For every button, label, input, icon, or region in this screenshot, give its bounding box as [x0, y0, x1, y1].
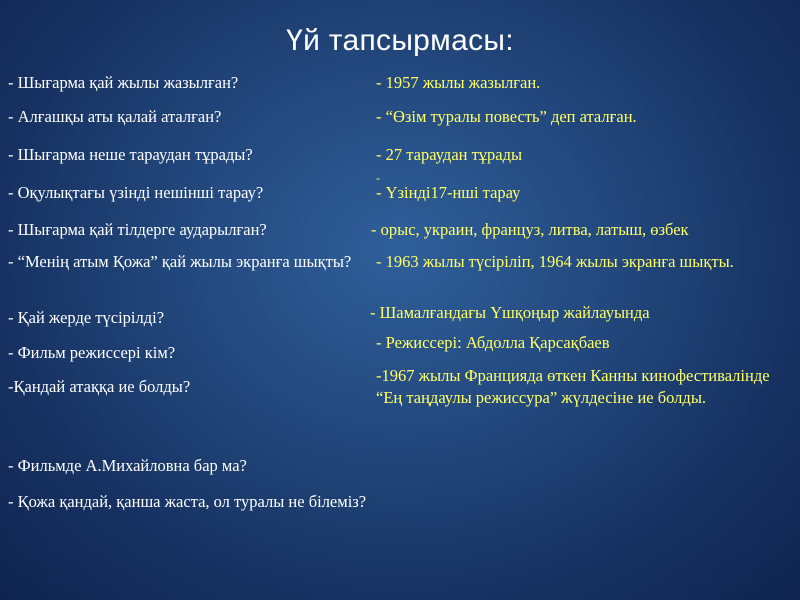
answer-filming-location: - Шамалғандағы Үшқоңыр жайлауында [370, 303, 650, 322]
question-original-title: - Алғашқы аты қалай аталған? [8, 107, 222, 126]
answer-excerpt-chapter: - Үзінді17-нші тарау [376, 183, 521, 202]
answer-award: -1967 жылы Францияда өткен Канны кинофестивалінде “Ең таңдаулы режиссура” жүлдесіне ие болды. [376, 366, 770, 407]
question-film-release: - “Менің атым Қожа” қай жылы экранға шықты? [8, 252, 352, 271]
answer-original-title: - “Өзім туралы повесть” деп аталған. [376, 107, 637, 126]
question-mikhailovna: - Фильмде А.Михайловна бар ма? [8, 456, 247, 475]
slide-title: Үй тапсырмасы: [286, 24, 514, 57]
question-filming-location: - Қай жерде түсірілді? [8, 308, 165, 327]
question-translations: - Шығарма қай тілдерге аударылған? [8, 220, 267, 239]
question-kozha: - Қожа қандай, қанша жаста, ол туралы не білеміз? [8, 492, 367, 511]
answer-year-written: - 1957 жылы жазылған. [376, 73, 541, 92]
answer-film-director: - Режиссері: Абдолла Қарсақбаев [376, 333, 610, 352]
answer-film-release: - 1963 жылы түсіріліп, 1964 жылы экранға шықты. [376, 252, 734, 271]
answer-marker: - [376, 171, 380, 185]
question-year-written: - Шығарма қай жылы жазылған? [8, 73, 239, 92]
answer-chapter-count: - 27 тараудан тұрады [376, 145, 523, 164]
question-award: -Қандай атаққа ие болды? [8, 377, 191, 396]
question-film-director: - Фильм режиссері кім? [8, 343, 176, 362]
answer-translations: - орыс, украин, француз, литва, латыш, өзбек [371, 220, 689, 239]
question-chapter-count: - Шығарма неше тараудан тұрады? [8, 145, 253, 164]
question-excerpt-chapter: - Оқулықтағы үзінді нешінші тарау? [8, 183, 264, 202]
